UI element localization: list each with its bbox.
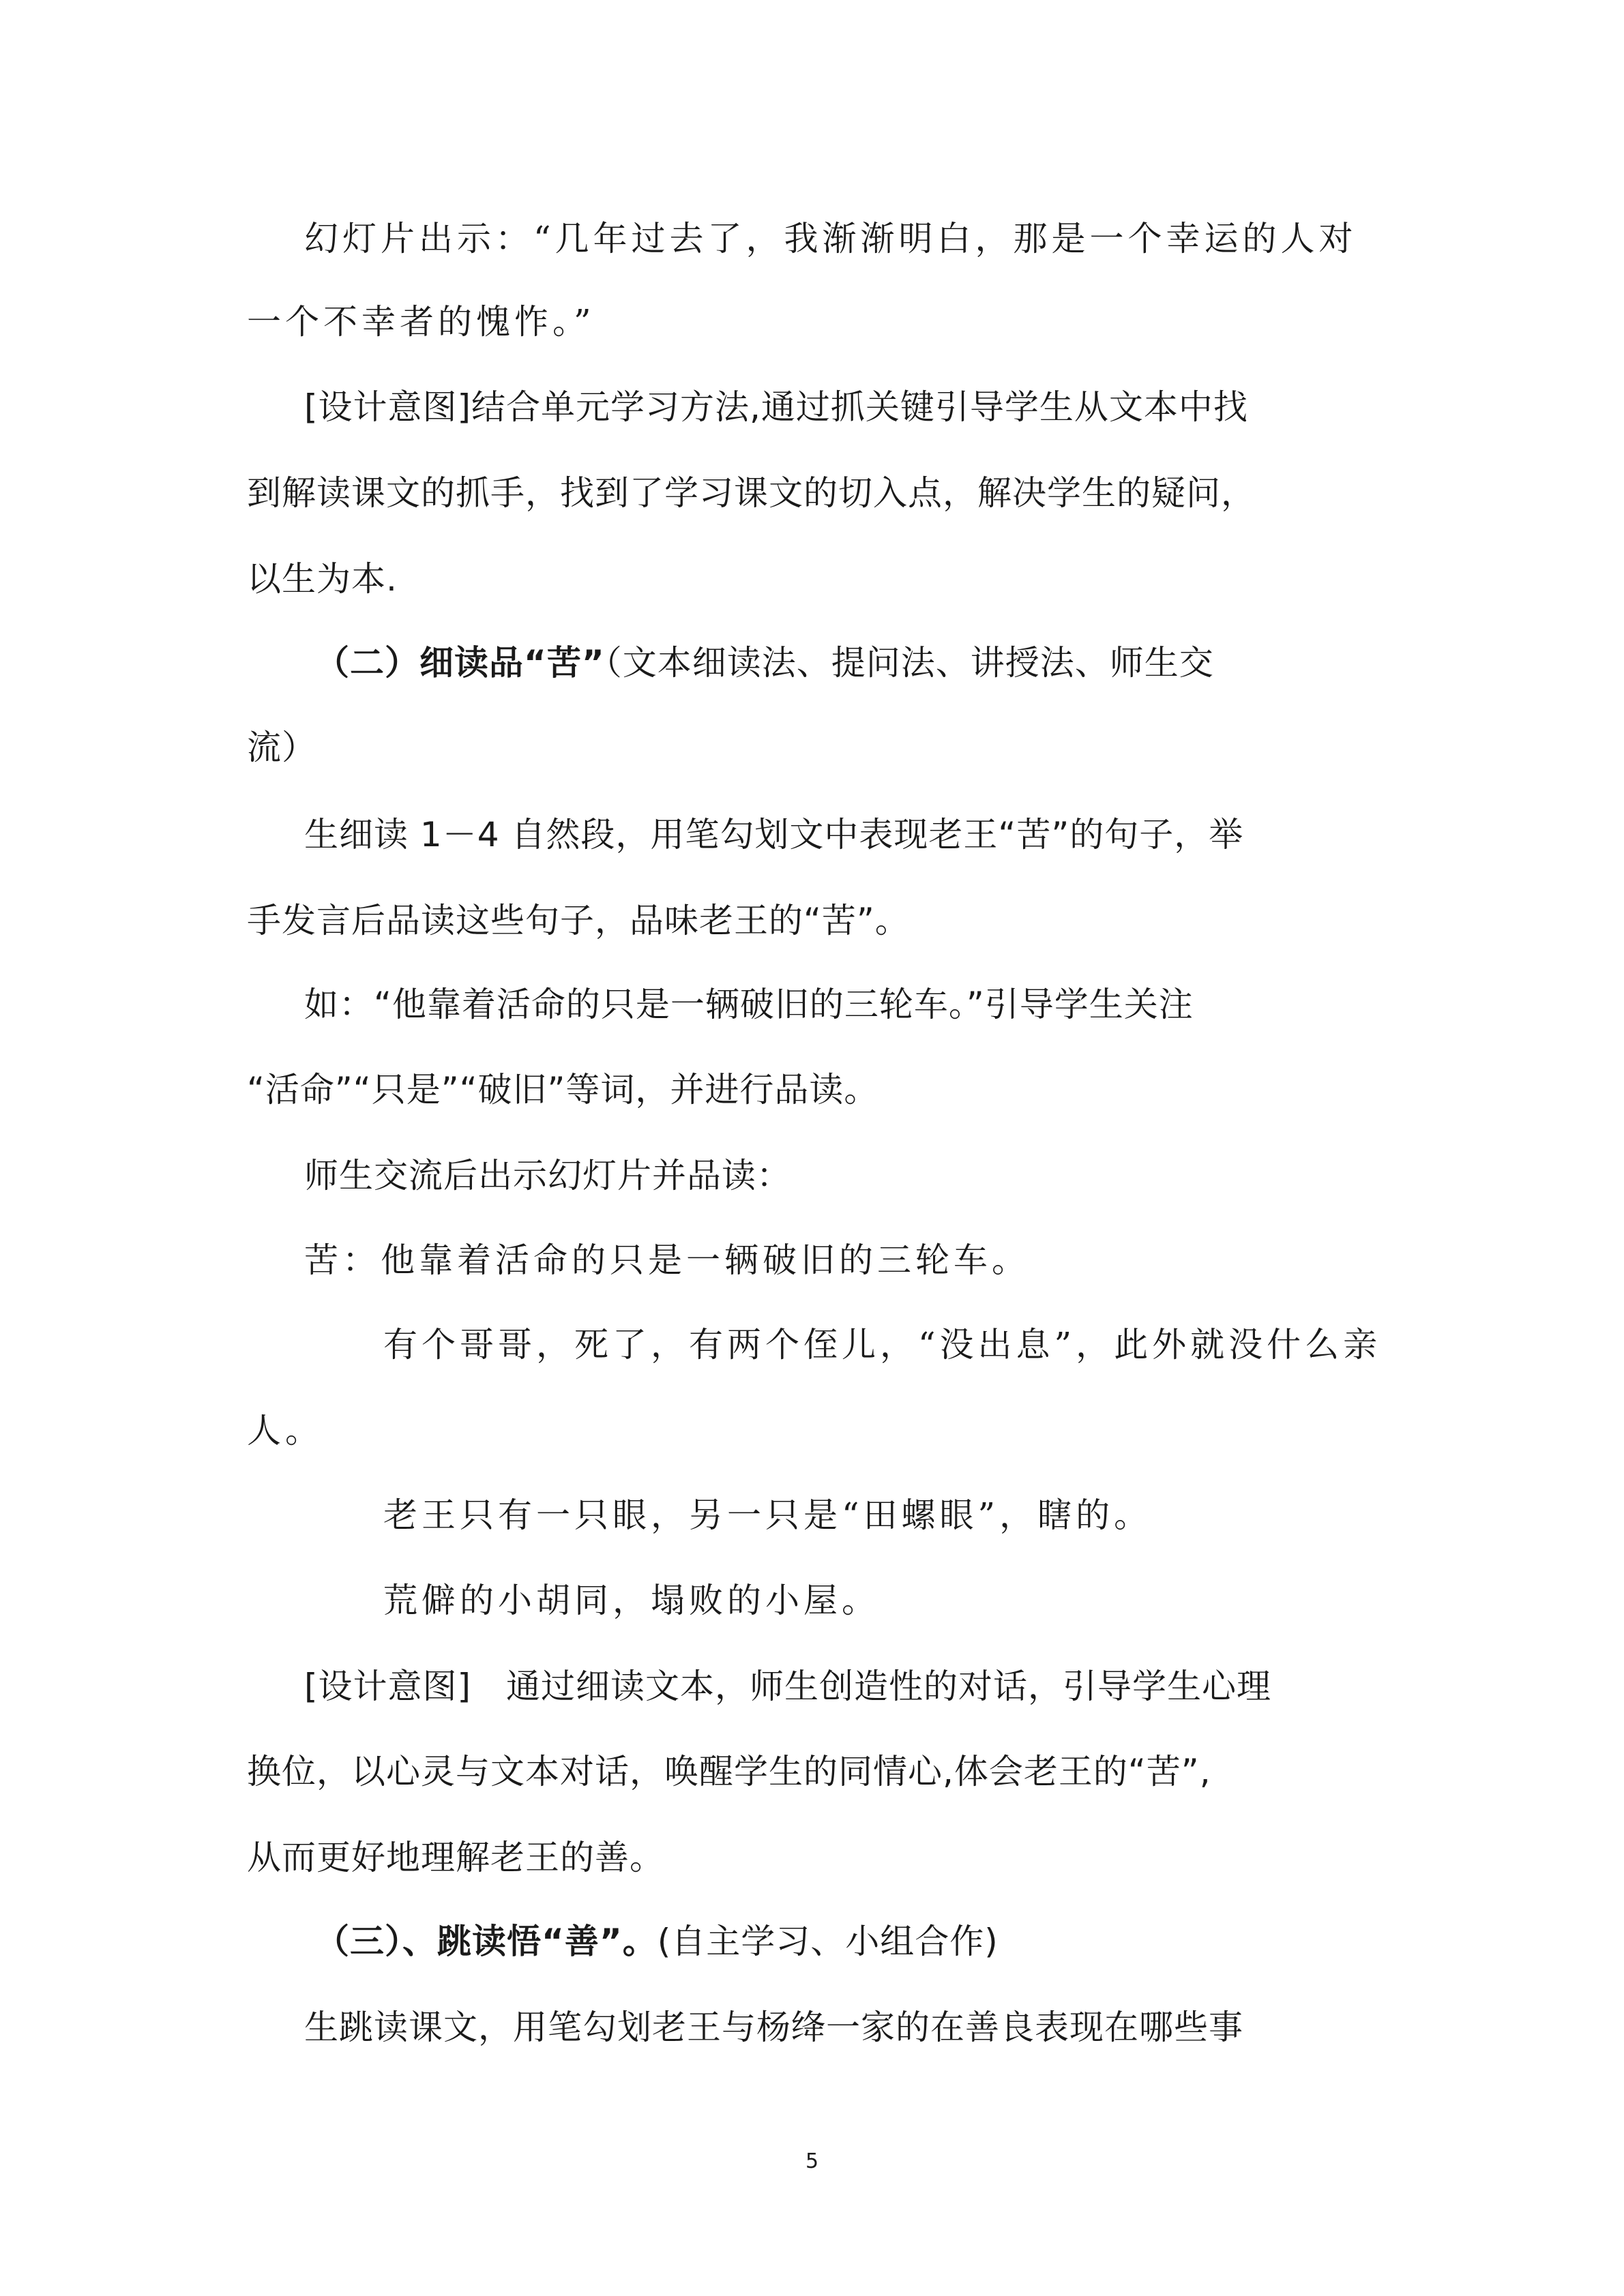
paragraph-line: 生细读 1－4 自然段，用笔勾划文中表现老王“苦”的句子，举 [304, 815, 1244, 854]
page-number: 5 [805, 2149, 819, 2173]
paragraph-line: 幻灯片出示：“几年过去了，我渐渐明白，那是一个幸运的人对 [304, 219, 1357, 258]
paragraph-line: 到解读课文的抓手，找到了学习课文的切入点，解决学生的疑问， [247, 473, 1256, 513]
paragraph-line: 师生交流后出示幻灯片并品读： [304, 1156, 791, 1195]
quote-line: 老王只有一只眼，另一只是“田螺眼”，瞎的。 [383, 1495, 1153, 1535]
paragraph-line: 一个不幸者的愧怍。” [247, 302, 595, 342]
paragraph-line: 如：“他靠着活命的只是一辆破旧的三轮车。”引导学生关注 [304, 985, 1194, 1024]
paragraph-line: 从而更好地理解老王的善。 [247, 1838, 664, 1877]
section-heading-line [315, 1920, 999, 1963]
paragraph-line: “活命”“只是”“破旧”等词，并进行品读。 [247, 1070, 879, 1109]
quote-line: 人。 [247, 1411, 323, 1450]
paragraph-line: 手发言后品读这些句子，品味老王的“苦”。 [247, 901, 910, 940]
section-heading: （三）、跳读悟“善”。 [315, 1922, 658, 1961]
design-intent-line: [设计意图]结合单元学习方法,通过抓关键引导学生从文本中找 [304, 387, 1248, 427]
quote-line: 荒僻的小胡同，塌败的小屋。 [383, 1581, 880, 1620]
paragraph-line: 以生为本. [247, 559, 398, 599]
design-intent-line: [设计意图] 通过细读文本，师生创造性的对话，引导学生心理 [304, 1667, 1272, 1706]
section-heading-line [315, 641, 1214, 685]
paragraph-line: 生跳读课文，用笔勾划老王与杨绛一家的在善良表现在哪些事 [304, 2008, 1243, 2047]
section-methods: (自主学习、小组合作) [657, 1922, 999, 1961]
section-methods: （文本细读法、提问法、讲授法、师生交 [604, 643, 1214, 683]
section-heading: （二）细读品“苦” [315, 643, 605, 683]
paragraph-line: 换位，以心灵与文本对话，唤醒学生的同情心,体会老王的“苦”, [247, 1752, 1211, 1791]
quote-line: 有个哥哥，死了，有两个侄儿，“没出息”，此外就没什么亲 [383, 1325, 1382, 1365]
quote-line: 苦：他靠着活命的只是一辆破旧的三轮车。 [304, 1240, 1030, 1280]
paragraph-line: 流） [247, 728, 316, 767]
